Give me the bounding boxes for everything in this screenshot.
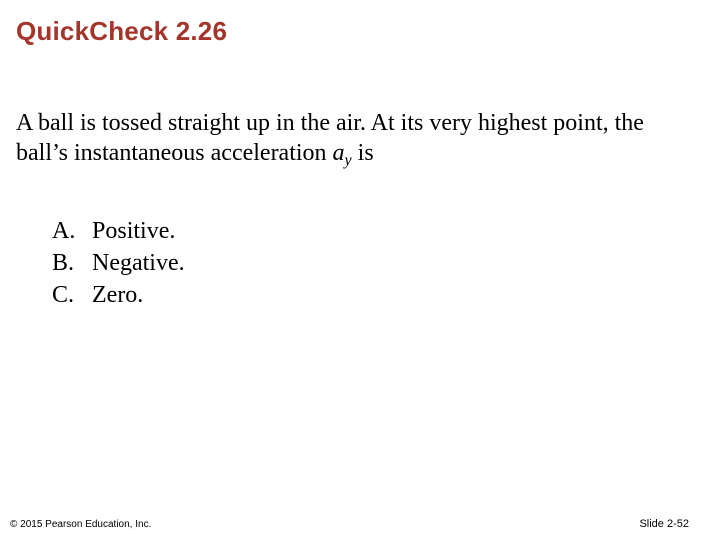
question-text-before: A ball is tossed straight up in the air. At its very highest point, the ball’s instantaneous acceleration [16,110,644,166]
option-text: Positive. [92,218,176,244]
answer-option-b [52,247,185,279]
option-letter: B. [52,250,75,276]
option-text: Negative. [92,250,185,276]
option-letter: C. [52,282,75,308]
question-text-after: is [351,140,374,166]
answer-option-a [52,215,185,247]
answer-options [52,215,185,311]
question-text [16,108,696,176]
answer-option-c [52,279,185,311]
slide-title: QuickCheck 2.26 [16,16,228,46]
option-letter: A. [52,218,76,244]
acceleration-variable: a [332,140,345,166]
acceleration-subscript: y [344,152,352,169]
copyright-notice: © 2015 Pearson Education, Inc. [10,519,152,530]
slide-number: Slide 2-52 [639,518,689,530]
option-text: Zero. [92,282,144,308]
